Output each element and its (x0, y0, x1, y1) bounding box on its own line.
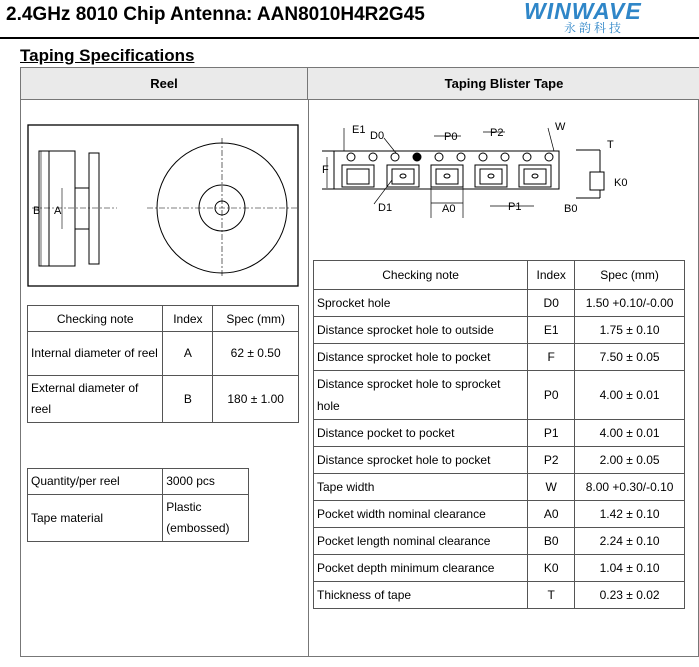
spec-cell: 62 ± 0.50 (213, 332, 299, 376)
packing-label: Quantity/per reel (28, 469, 163, 495)
checking-note: Tape width (314, 474, 528, 501)
reel-label-b: B (33, 205, 41, 217)
column-header: Checking note (314, 261, 528, 290)
index-cell: P0 (528, 371, 575, 420)
spec-cell: 2.00 ± 0.05 (575, 447, 685, 474)
packing-value: 3000 pcs (163, 469, 249, 495)
table-row (314, 420, 685, 447)
checking-note: Internal diameter of reel (28, 332, 163, 376)
packing-value: Plastic (embossed) (163, 495, 249, 542)
table-row (314, 555, 685, 582)
header-divider (0, 37, 699, 39)
tape-label-e1: E1 (352, 124, 366, 136)
table-row (314, 528, 685, 555)
tape-label-a0: A0 (442, 203, 456, 215)
checking-note: Distance sprocket hole to pocket (314, 344, 528, 371)
table-row (314, 371, 685, 420)
index-cell: E1 (528, 317, 575, 344)
checking-note: External diameter of reel (28, 376, 163, 423)
document-title: 2.4GHz 8010 Chip Antenna: AAN8010H4R2G45 (6, 4, 425, 25)
table-row (314, 290, 685, 317)
checking-note: Distance sprocket hole to pocket (314, 447, 528, 474)
spec-cell: 0.23 ± 0.02 (575, 582, 685, 609)
index-cell: K0 (528, 555, 575, 582)
reel-label-a: A (54, 205, 62, 217)
checking-note: Distance pocket to pocket (314, 420, 528, 447)
spec-cell: 1.04 ± 0.10 (575, 555, 685, 582)
table-row (314, 474, 685, 501)
spec-cell: 1.42 ± 0.10 (575, 501, 685, 528)
tape-label-d0: D0 (370, 130, 385, 142)
logo-chinese-name: 永韵科技 (564, 21, 625, 35)
index-cell: B (163, 376, 213, 423)
index-cell: P1 (528, 420, 575, 447)
table-row (314, 447, 685, 474)
table-row (314, 344, 685, 371)
section-title: Taping Specifications (20, 46, 195, 65)
checking-note: Pocket length nominal clearance (314, 528, 528, 555)
packing-label: Tape material (28, 495, 163, 542)
table-row (314, 317, 685, 344)
spec-cell: 4.00 ± 0.01 (575, 420, 685, 447)
index-cell: B0 (528, 528, 575, 555)
index-cell: T (528, 582, 575, 609)
spec-cell: 8.00 +0.30/-0.10 (575, 474, 685, 501)
reel-drawing (27, 124, 299, 287)
table-row (314, 582, 685, 609)
company-logo (520, 0, 695, 36)
spec-cell: 1.50 +0.10/-0.00 (575, 290, 685, 317)
tape-spec-table (313, 260, 685, 609)
table-header-row (314, 261, 685, 290)
table-row (314, 501, 685, 528)
tape-label-p2: P2 (490, 127, 504, 139)
index-cell: P2 (528, 447, 575, 474)
index-cell: D0 (528, 290, 575, 317)
table-header-row (28, 306, 299, 332)
tape-label-k0: K0 (614, 177, 628, 189)
spec-cell: 7.50 ± 0.05 (575, 344, 685, 371)
tape-label-p0: P0 (444, 131, 458, 143)
index-cell: F (528, 344, 575, 371)
column-header: Spec (mm) (213, 306, 299, 332)
checking-note: Distance sprocket hole to sprocket hole (314, 371, 528, 420)
table-row (28, 376, 299, 423)
checking-note: Pocket width nominal clearance (314, 501, 528, 528)
packing-table (27, 468, 249, 542)
table-row (28, 495, 249, 542)
tape-label-d1: D1 (378, 202, 393, 214)
spec-cell: 180 ± 1.00 (213, 376, 299, 423)
column-header: Spec (mm) (575, 261, 685, 290)
reel-column-header: Reel (21, 68, 308, 100)
checking-note: Sprocket hole (314, 290, 528, 317)
tape-column-header: Taping Blister Tape (308, 68, 699, 100)
column-header: Index (528, 261, 575, 290)
column-header: Checking note (28, 306, 163, 332)
tape-label-b0: B0 (564, 203, 578, 215)
tape-label-f: F (322, 164, 329, 176)
column-divider (308, 100, 309, 657)
reel-spec-table (27, 305, 299, 423)
spec-cell: 4.00 ± 0.01 (575, 371, 685, 420)
index-cell: A (163, 332, 213, 376)
tape-label-t: T (607, 139, 614, 151)
logo-wordmark: WINWAVE (524, 0, 642, 24)
column-header: Index (163, 306, 213, 332)
spec-cell: 1.75 ± 0.10 (575, 317, 685, 344)
tape-label-w: W (555, 121, 566, 133)
tape-label-p1: P1 (508, 201, 522, 213)
spec-cell: 2.24 ± 0.10 (575, 528, 685, 555)
checking-note: Pocket depth minimum clearance (314, 555, 528, 582)
tape-drawing (314, 118, 644, 224)
checking-note: Distance sprocket hole to outside (314, 317, 528, 344)
table-row (28, 332, 299, 376)
index-cell: A0 (528, 501, 575, 528)
index-cell: W (528, 474, 575, 501)
checking-note: Thickness of tape (314, 582, 528, 609)
table-row (28, 469, 249, 495)
